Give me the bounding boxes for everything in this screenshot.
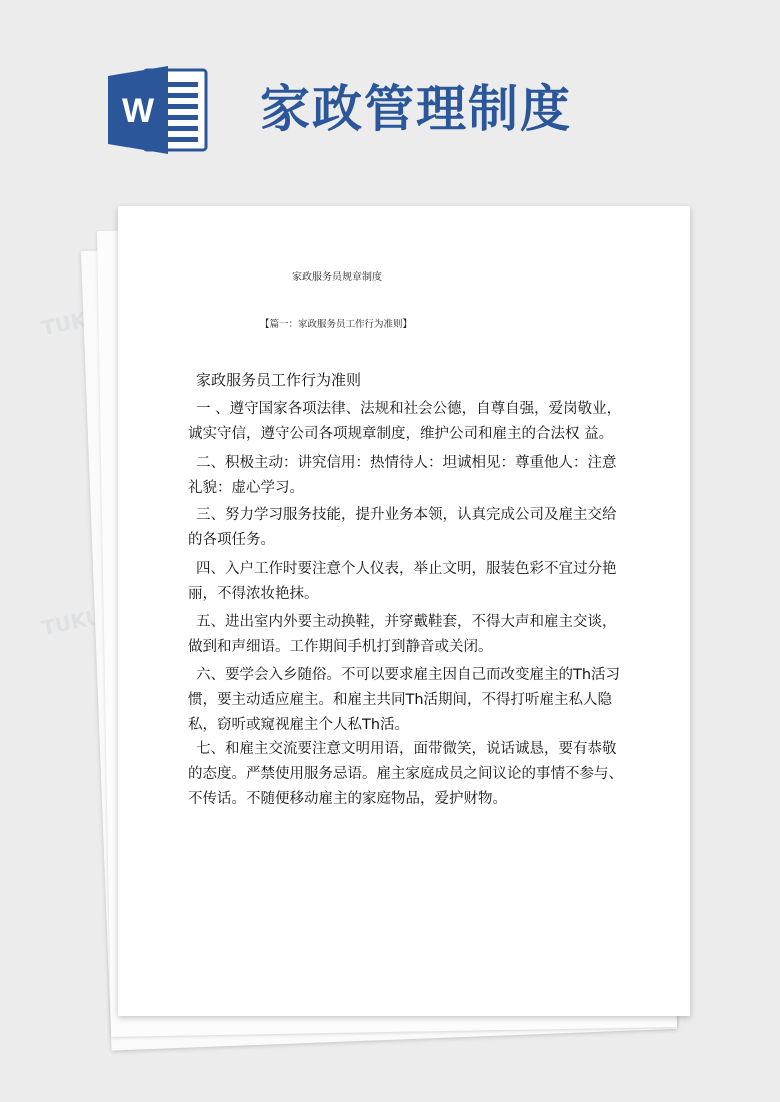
- svg-text:W: W: [121, 92, 155, 130]
- paragraph: 二、积极主动：讲究信用：热情待人：坦诚相见：尊重他人：注意礼貌：虚心学习。: [188, 455, 617, 496]
- document-title: 家政服务员规章制度: [292, 272, 382, 283]
- document-page: [118, 206, 690, 1016]
- paragraph: 五、进出室内外要主动换鞋，并穿戴鞋套，不得大声和雇主交谈，做到和声细语。工作期间手机打到静音或关闭。: [188, 614, 617, 655]
- paragraph: 三、努力学习服务技能，提升业务本领，认真完成公司及雇主交给的各项任务。: [188, 507, 617, 548]
- paragraph: 七、和雇主交流要注意文明用语，面带微笑，说话诚恳，要有恭敬的态度。严禁使用服务忌语。雇主家庭成员之间议论的事情不参与、不传话。不随便移动雇主的家庭物品，爱护财物。: [188, 741, 623, 807]
- paragraph: 一 、遵守国家各项法律、法规和社会公德，自尊自强，爱岗敬业，诚实守信，遵守公司各项规章制度，维护公司和雇主的合法权 益。: [188, 401, 622, 442]
- paragraph: 六、要学会入乡随俗。不可以要求雇主因自己而改变雇主的Th活习惯，要主动适应雇主。和雇主共同Th活期间，不得打听雇主私人隐私，窃听或窥视雇主个人私Th活。: [188, 667, 621, 733]
- document-heading: 家政服务员工作行为准则: [196, 371, 362, 389]
- word-logo-icon: [108, 64, 210, 156]
- paragraph: 四、入户工作时要注意个人仪表，举止文明，服装色彩不宜过分艳丽，不得浓妆艳抹。: [188, 561, 617, 602]
- section-label: 【篇一：家政服务员工作行为准则】: [260, 319, 413, 330]
- page-title: 家政管理制度: [260, 79, 572, 138]
